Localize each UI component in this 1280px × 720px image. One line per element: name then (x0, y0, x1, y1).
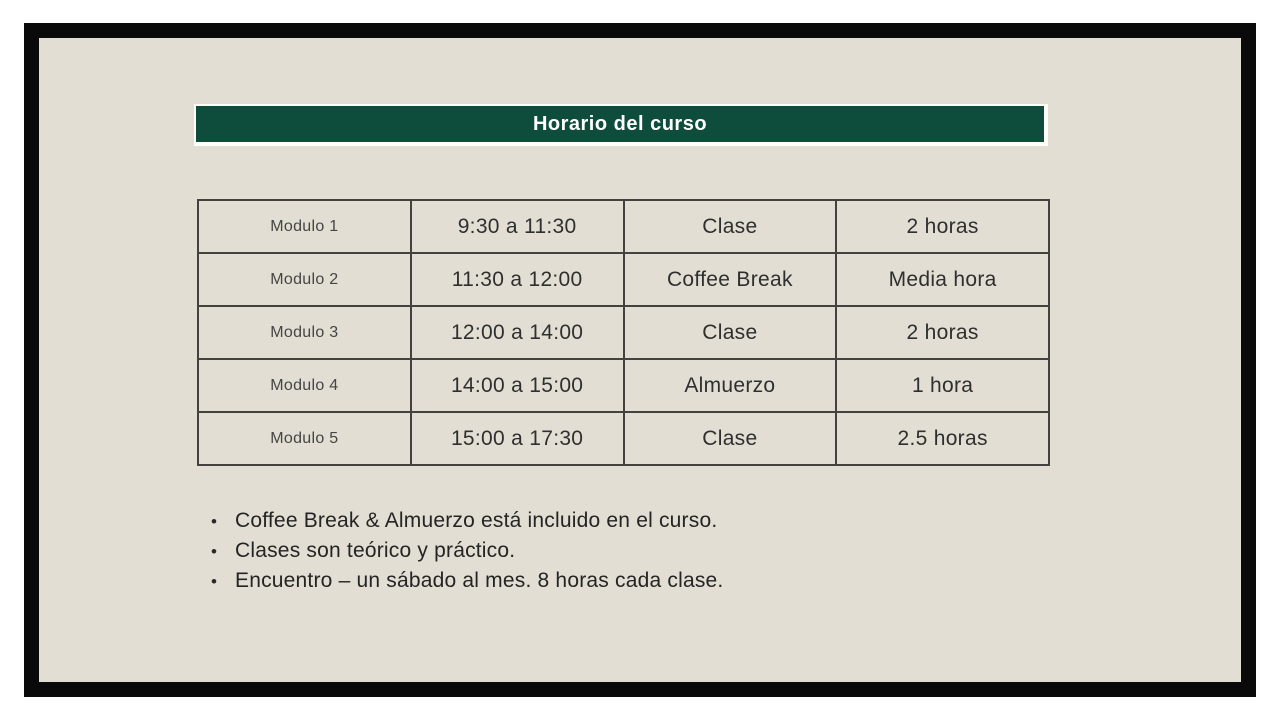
schedule-table (197, 199, 1050, 466)
bullet-dot: • (211, 572, 218, 591)
note-text: Clases son teórico y práctico. (235, 539, 516, 562)
table-row (198, 412, 1049, 465)
notes-list (211, 506, 723, 596)
activity-cell: Clase (624, 412, 837, 465)
module-cell: Modulo 1 (198, 200, 411, 253)
title-bar (194, 104, 1048, 146)
time-cell: 14:00 a 15:00 (411, 359, 624, 412)
time-cell: 9:30 a 11:30 (411, 200, 624, 253)
activity-cell: Clase (624, 306, 837, 359)
slide-title: Horario del curso (532, 112, 708, 135)
list-item (211, 566, 723, 596)
module-cell: Modulo 3 (198, 306, 411, 359)
table-row (198, 359, 1049, 412)
list-item (211, 536, 723, 566)
note-text: Encuentro – un sábado al mes. 8 horas cada clase. (235, 569, 724, 592)
slide-canvas (24, 23, 1256, 697)
time-cell: 11:30 a 12:00 (411, 253, 624, 306)
bullet-dot: • (211, 512, 218, 531)
duration-cell: 2 horas (836, 306, 1049, 359)
duration-cell: 2.5 horas (836, 412, 1049, 465)
duration-cell: Media hora (836, 253, 1049, 306)
note-text: Coffee Break & Almuerzo está incluido en el curso. (235, 509, 718, 532)
module-cell: Modulo 2 (198, 253, 411, 306)
time-cell: 12:00 a 14:00 (411, 306, 624, 359)
duration-cell: 2 horas (836, 200, 1049, 253)
module-cell: Modulo 5 (198, 412, 411, 465)
bullet-dot: • (211, 542, 218, 561)
time-cell: 15:00 a 17:30 (411, 412, 624, 465)
table-row (198, 253, 1049, 306)
activity-cell: Coffee Break (624, 253, 837, 306)
table-row (198, 306, 1049, 359)
module-cell: Modulo 4 (198, 359, 411, 412)
table-row (198, 200, 1049, 253)
duration-cell: 1 hora (836, 359, 1049, 412)
activity-cell: Almuerzo (624, 359, 837, 412)
activity-cell: Clase (624, 200, 837, 253)
list-item (211, 506, 723, 536)
